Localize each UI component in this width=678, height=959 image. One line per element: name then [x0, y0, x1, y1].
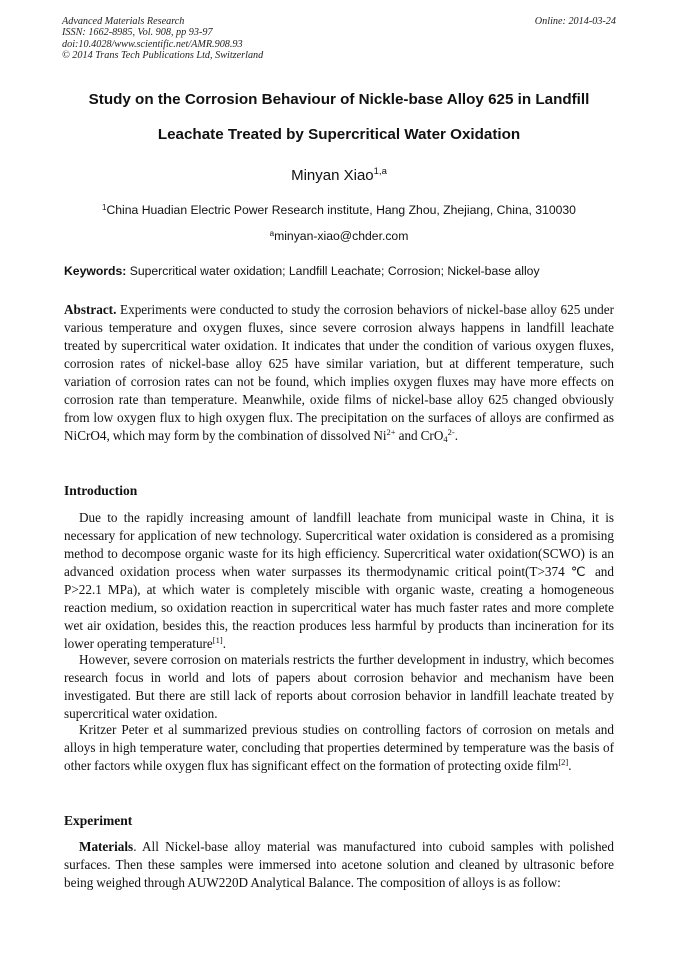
intro-p3-end: .: [568, 758, 572, 773]
email-text: minyan-xiao@chder.com: [274, 229, 409, 243]
paper-title-line-2: Leachate Treated by Supercritical Water Oxidation: [157, 126, 521, 143]
keywords-label: Keywords:: [64, 264, 127, 278]
abstract-subscript: 4: [443, 434, 448, 444]
author-name: Minyan Xiao: [291, 167, 374, 184]
journal-name: Advanced Materials Research: [62, 16, 185, 27]
email-superscript: a: [269, 229, 275, 238]
intro-p1-end: .: [222, 636, 227, 651]
online-date: Online: 2014-03-24: [534, 16, 616, 27]
intro-p3-text: Kritzer Peter et al summarized previous studies on controlling factors of corrosion on metals and alloys in high temperature water, concluding that properties determined by temperature was the basis of other factors while oxygen flux has significant effect on the formation of protecting oxide film: [64, 722, 614, 773]
issn-line: ISSN: 1662-8985, Vol. 908, pp 93-97: [62, 27, 213, 39]
experiment-heading: Experiment: [64, 813, 133, 828]
copyright-line: © 2014 Trans Tech Publications Ltd, Switzerland: [62, 50, 264, 62]
citation-1: [1]: [212, 635, 223, 645]
materials-text: . All Nickel-base alloy material was manufactured into cuboid samples with polished surfaces. Then these samples were immersed into acetone solution and cleaned by ultrasonic before being weighed through AUW220D Analytical Balance. The composition of alloys is as follow:: [64, 839, 614, 890]
keywords: [64, 264, 616, 278]
affiliation: [0, 203, 678, 217]
doi-line: doi:10.4028/www.scientific.net/AMR.908.93: [62, 38, 243, 50]
abstract-text-2: and CrO: [395, 428, 444, 443]
abstract-text-3: .: [454, 428, 458, 443]
paper-title-line-1: Study on the Corrosion Behaviour of Nickle-base Alloy 625 in Landfill: [88, 91, 590, 108]
abstract-text: Experiments were conducted to study the corrosion behaviors of nickel-base alloy 625 under various temperature and oxygen fluxes, since severe corrosion always happens in landfill leachate treated by supercritical water oxidation. It indicates that under the condition of various oxygen fluxes, corrosion rates of nickel-base alloy 625 have similar variation, but at different temperature, such variation of corrosion rates can not be found, which implies oxygen fluxes may have more effects on corrosion rate than temperature. Meanwhile, oxide films of nickel-base alloy 625 changed obviously from low oxygen flux to high oxygen flux. The precipitation on the surfaces of alloys are confirmed as NiCrO4, which may form by the combination of dissolved Ni: [64, 302, 614, 443]
affiliation-superscript: 1: [102, 203, 107, 212]
experiment-paragraph: [64, 838, 614, 892]
affiliation-text: China Huadian Electric Power Research institute, Hang Zhou, Zhejiang, China, 310030: [106, 203, 576, 217]
author: [0, 167, 678, 184]
abstract-cro-charge: 2-: [447, 427, 455, 437]
journal-header: [62, 16, 616, 62]
introduction-paragraph-2: However, severe corrosion on materials restricts the further development in industry, which becomes research focus in world and lots of papers about corrosion behavior and mechanism have been investigated. But there are still lack of reports about corrosion behavior in landfill leachate treated by supercritical water oxidation.: [64, 652, 614, 721]
materials-label: Materials: [79, 839, 134, 854]
author-superscript: 1,a: [373, 166, 387, 177]
author-email: [0, 229, 678, 243]
abstract-ni-charge: 2+: [386, 427, 396, 437]
introduction-paragraph-1: [64, 509, 614, 653]
introduction-paragraph-3: [64, 721, 614, 775]
intro-p1-text: Due to the rapidly increasing amount of landfill leachate from municipal waste in China, it is necessary for application of new technology. Supercritical water oxidation is considered as a promising method to decompose organic waste for its high efficiency. Supercritical water oxidation(SCWO) is an advanced oxidation process when water surpasses its thermodynamic critical point(T>374 ℃ and P>22.1 MPa), at which water is completely miscible with organic waste, creating a homogeneous reaction medium, so oxidation reaction in supercritical water has much faster rates and more complete wet air oxidation, besides this, the reaction produces less harmful by products than incineration for its lower operating temperature: [64, 510, 614, 651]
abstract: [64, 301, 614, 445]
citation-2: [2]: [558, 757, 569, 767]
abstract-label: Abstract.: [64, 302, 117, 317]
keywords-text: Supercritical water oxidation; Landfill Leachate; Corrosion; Nickel-base alloy: [126, 264, 540, 278]
introduction-heading: Introduction: [64, 483, 138, 498]
